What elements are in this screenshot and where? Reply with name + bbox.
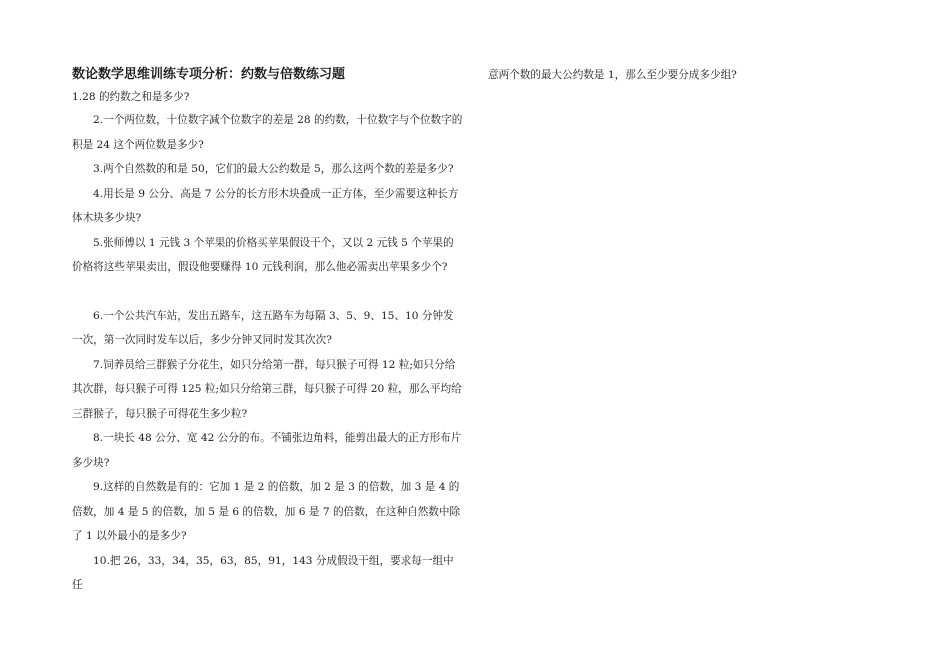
question-9: 9.这样的自然数是有的：它加 1 是 2 的倍数，加 2 是 3 的倍数，加 3 是 4 的倍数，加 4 是 5 的倍数，加 5 是 6 的倍数，加 6 是 7 的倍数，在这种自然数中除了 1 以外最小的是多少? — [72, 481, 461, 542]
question-4: 4.用长是 9 公分、高是 7 公分的长方形木块叠成一正方体，至少需要这种长方体木块多少块? — [72, 187, 459, 224]
question-1: 1.28 的约数之和是多少? — [72, 91, 190, 103]
question-5: 5.张师傅以 1 元钱 3 个苹果的价格买苹果假设干个，又以 2 元钱 5 个苹果的价格将这些苹果卖出，假设他要赚得 10 元钱利润，那么他必需卖出苹果多少个? — [72, 236, 454, 273]
question-3: 3.两个自然数的和是 50，它们的最大公约数是 5，那么这两个数的差是多少? — [93, 163, 454, 175]
question-10: 10.把 26，33，34，35，63，85，91，143 分成假设干组，要求每一组中任 — [72, 554, 454, 591]
question-10-continuation: 意两个数的最大公约数是 1，那么至少要分成多少组? — [488, 69, 737, 81]
left-column — [72, 64, 464, 598]
right-column — [488, 64, 788, 86]
question-7: 7.饲养员给三群猴子分花生，如只分给第一群，每只猴子可得 12 粒;如只分给其次群，每只猴子可得 125 粒;如只分给第三群，每只猴子可得 20 粒，那么平均给三群猴子，每只猴子可得花生多少粒? — [72, 358, 462, 420]
document-title: 数论数学思维训练专项分析：约数与倍数练习题 — [72, 67, 346, 82]
question-8: 8.一块长 48 公分、宽 42 公分的布。不铺张边角料，能剪出最大的正方形布片多少块? — [72, 432, 462, 469]
question-6: 6.一个公共汽车站，发出五路车，这五路车为每隔 3、5、9、15、10 分钟发一次，第一次同时发车以后，多少分钟又同时发其次次? — [72, 309, 454, 346]
question-2: 2.一个两位数，十位数字减个位数字的差是 28 的约数，十位数字与个位数字的积是 24 这个两位数是多少? — [72, 114, 463, 151]
